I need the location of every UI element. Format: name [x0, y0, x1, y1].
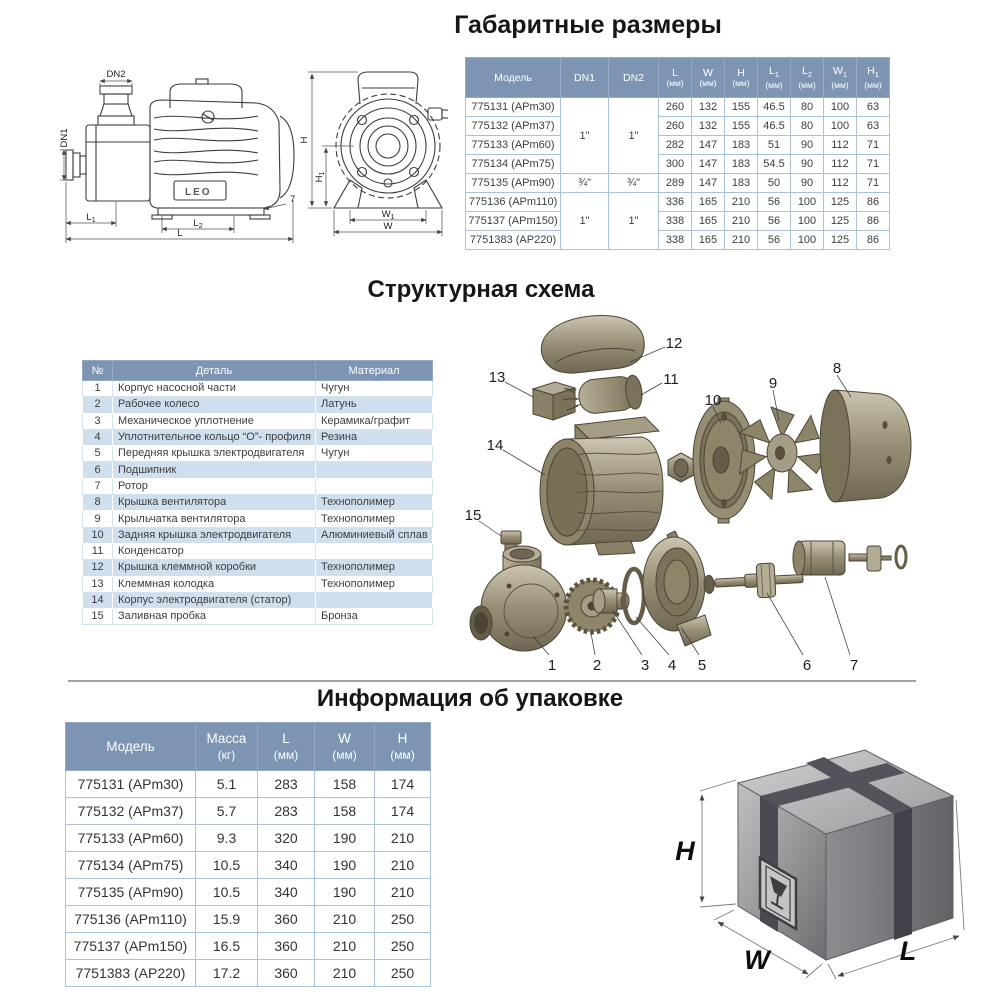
pump-dimension-drawing — [58, 50, 448, 245]
parts-col-header-1: Деталь — [113, 361, 316, 381]
value-cell: 56 — [758, 193, 791, 212]
col-header-l: L (мм) — [258, 723, 315, 771]
value-cell: 336 — [659, 193, 692, 212]
dim-label-h: H — [299, 136, 310, 144]
dim-label-w: W — [383, 221, 393, 232]
value-cell: 132 — [692, 98, 725, 117]
part-material-cell: Чугун — [316, 446, 433, 462]
table-row — [83, 413, 433, 429]
width-cell: 210 — [315, 933, 375, 960]
part-name-cell: Конденсатор — [113, 543, 316, 559]
value-cell: 86 — [857, 212, 890, 231]
box-label-l: L — [899, 936, 917, 966]
packaging-table — [65, 722, 431, 987]
dim-unit: (мм) — [864, 80, 882, 91]
table-row — [66, 960, 431, 987]
model-cell: 775136 (APm110) — [66, 906, 196, 933]
table-row — [66, 798, 431, 825]
value-cell: 54.5 — [758, 155, 791, 174]
length-cell: 360 — [258, 906, 315, 933]
dim-label-l1: $L_1$ — [86, 212, 96, 224]
dimensions-table — [465, 57, 890, 250]
part-name-cell: Заливная пробка — [113, 609, 316, 625]
value-cell: 90 — [791, 155, 824, 174]
box-label-h: H — [675, 836, 695, 866]
value-cell: 80 — [791, 98, 824, 117]
value-cell: 210 — [725, 212, 758, 231]
col-header-dn2: DN2 — [609, 58, 659, 98]
part7-callout: 7 — [290, 194, 296, 205]
value-cell: 63 — [857, 98, 890, 117]
table-row — [466, 117, 890, 136]
length-cell: 340 — [258, 852, 315, 879]
dim-unit: (мм) — [666, 78, 684, 88]
dim-label-dn2: DN2 — [106, 69, 126, 80]
table-row — [466, 231, 890, 250]
dim-unit: (мм) — [765, 80, 783, 91]
value-cell: 100 — [824, 117, 857, 136]
dim-letter: W — [703, 67, 713, 79]
box-label-w: W — [744, 945, 770, 975]
part-name-cell: Уплотнительное кольцо “О”- профиля — [113, 429, 316, 445]
part-number-3: 3 — [640, 657, 650, 674]
table-row — [66, 906, 431, 933]
value-cell: 112 — [824, 136, 857, 155]
part-number-8: 8 — [832, 360, 842, 377]
col-header-dim — [725, 58, 758, 98]
value-cell: 112 — [824, 155, 857, 174]
value-cell: 183 — [725, 174, 758, 193]
col-header-dn1: DN1 — [561, 58, 609, 98]
value-cell: 80 — [791, 117, 824, 136]
part-number-9: 9 — [768, 375, 778, 392]
part-number-cell: 8 — [83, 495, 113, 511]
height-cell: 250 — [375, 960, 431, 987]
value-cell: 155 — [725, 117, 758, 136]
value-cell: 71 — [857, 174, 890, 193]
table-row — [66, 771, 431, 798]
model-cell: 775132 (APm37) — [466, 117, 561, 136]
table-row — [466, 174, 890, 193]
table-row — [466, 193, 890, 212]
dim-letter: L — [672, 67, 678, 79]
value-cell: 338 — [659, 231, 692, 250]
dn2-cell: 1" — [609, 98, 659, 174]
package-box — [738, 750, 953, 960]
model-cell: 775135 (APm90) — [466, 174, 561, 193]
part-material-cell: Технополимер — [316, 495, 433, 511]
width-cell: 158 — [315, 771, 375, 798]
part-number-cell: 6 — [83, 462, 113, 478]
value-cell: 338 — [659, 212, 692, 231]
part-name-cell: Подшипник — [113, 462, 316, 478]
table-row — [83, 495, 433, 511]
part-material-cell — [316, 478, 433, 494]
part-material-cell: Технополимер — [316, 576, 433, 592]
part-number-13: 13 — [488, 369, 506, 386]
model-cell: 775137 (APm150) — [66, 933, 196, 960]
part-material-cell: Чугун — [316, 381, 433, 397]
packaging-header-row — [66, 723, 431, 771]
part-number-cell: 5 — [83, 446, 113, 462]
value-cell: 132 — [692, 117, 725, 136]
part-material-cell: Бронза — [316, 609, 433, 625]
dimensions-header-row — [466, 58, 890, 98]
part-terminal-block — [533, 382, 583, 420]
value-cell: 125 — [824, 212, 857, 231]
dim-unit: (мм) — [798, 80, 816, 91]
value-cell: 90 — [791, 174, 824, 193]
parts-table-head — [83, 361, 433, 381]
height-cell: 250 — [375, 906, 431, 933]
col-header-dim — [659, 58, 692, 98]
length-cell: 340 — [258, 879, 315, 906]
dn1-cell: ¾" — [561, 174, 609, 193]
dn2-cell: ¾" — [609, 174, 659, 193]
part-number-cell: 10 — [83, 527, 113, 543]
col-header-h: H (мм) — [375, 723, 431, 771]
table-row — [83, 592, 433, 608]
dim-label-h1: $H_1$ — [314, 171, 326, 183]
col-header-model: Модель — [466, 58, 561, 98]
part-number-cell: 9 — [83, 511, 113, 527]
packaging-table-body — [66, 771, 431, 987]
dn2-cell: 1" — [609, 193, 659, 250]
part-name-cell: Передняя крышка электродвигателя — [113, 446, 316, 462]
part-pump-housing — [470, 546, 567, 651]
model-cell: 775134 (APm75) — [66, 852, 196, 879]
part-number-5: 5 — [697, 657, 707, 674]
value-cell: 125 — [824, 193, 857, 212]
part-number-cell: 11 — [83, 543, 113, 559]
parts-header-row — [83, 361, 433, 381]
value-cell: 210 — [725, 193, 758, 212]
model-cell: 775135 (APm90) — [66, 879, 196, 906]
brand-label: LEO — [185, 187, 212, 198]
part-number-cell: 7 — [83, 478, 113, 494]
value-cell: 260 — [659, 98, 692, 117]
length-cell: 283 — [258, 771, 315, 798]
table-row — [83, 511, 433, 527]
part-number-cell: 14 — [83, 592, 113, 608]
mass-cell: 10.5 — [196, 879, 258, 906]
part-name-cell: Ротор — [113, 478, 316, 494]
value-cell: 155 — [725, 98, 758, 117]
mass-cell: 17.2 — [196, 960, 258, 987]
table-row — [83, 462, 433, 478]
table-row — [83, 397, 433, 413]
part-material-cell: Латунь — [316, 397, 433, 413]
front-view-dimensions — [299, 72, 442, 236]
parts-col-header-0: № — [83, 361, 113, 381]
value-cell: 125 — [824, 231, 857, 250]
col-header-model: Модель — [66, 723, 196, 771]
model-cell: 775131 (APm30) — [466, 98, 561, 117]
section-title-dimensions: Габаритные размеры — [454, 11, 722, 39]
value-cell: 100 — [791, 212, 824, 231]
width-cell: 190 — [315, 825, 375, 852]
dimensions-table-body — [466, 98, 890, 250]
part-number-cell: 15 — [83, 609, 113, 625]
value-cell: 71 — [857, 136, 890, 155]
dimensions-table-head — [466, 58, 890, 98]
length-cell: 283 — [258, 798, 315, 825]
part-number-2: 2 — [592, 657, 602, 674]
model-cell: 775134 (APm75) — [466, 155, 561, 174]
part-material-cell — [316, 462, 433, 478]
height-cell: 210 — [375, 852, 431, 879]
part-material-cell: Алюминиевый сплав — [316, 527, 433, 543]
value-cell: 147 — [692, 174, 725, 193]
mass-cell: 10.5 — [196, 852, 258, 879]
part-number-cell: 2 — [83, 397, 113, 413]
value-cell: 100 — [791, 231, 824, 250]
value-cell: 63 — [857, 117, 890, 136]
table-row — [466, 98, 890, 117]
part-number-cell: 4 — [83, 429, 113, 445]
part-material-cell: Керамика/графит — [316, 413, 433, 429]
col-header-dim — [791, 58, 824, 98]
dim-label-l: L — [177, 228, 183, 239]
value-cell: 90 — [791, 136, 824, 155]
dim-unit: (мм) — [732, 78, 750, 88]
length-cell: 360 — [258, 933, 315, 960]
dim-letter: $W_1$ — [832, 64, 848, 80]
part-number-7: 7 — [849, 657, 859, 674]
col-header-dim — [857, 58, 890, 98]
part-name-cell: Корпус электродвигателя (статор) — [113, 592, 316, 608]
section-title-structure: Структурная схема — [367, 276, 595, 303]
mass-cell: 5.1 — [196, 771, 258, 798]
mass-cell: 5.7 — [196, 798, 258, 825]
table-row — [83, 576, 433, 592]
value-cell: 300 — [659, 155, 692, 174]
dim-letter: $L_1$ — [768, 64, 779, 80]
table-row — [83, 429, 433, 445]
table-row — [83, 543, 433, 559]
exploded-view-diagram — [445, 305, 915, 680]
mass-cell: 16.5 — [196, 933, 258, 960]
value-cell: 165 — [692, 212, 725, 231]
width-cell: 210 — [315, 960, 375, 987]
value-cell: 56 — [758, 231, 791, 250]
package-box-illustration — [660, 738, 970, 988]
part-material-cell: Технополимер — [316, 560, 433, 576]
height-cell: 250 — [375, 933, 431, 960]
dn1-cell: 1" — [561, 98, 609, 174]
value-cell: 46.5 — [758, 117, 791, 136]
col-header-dim — [692, 58, 725, 98]
dn1-cell: 1" — [561, 193, 609, 250]
value-cell: 289 — [659, 174, 692, 193]
height-cell: 210 — [375, 825, 431, 852]
value-cell: 46.5 — [758, 98, 791, 117]
part-rotor — [793, 541, 906, 575]
dim-letter: H — [737, 67, 745, 79]
model-cell: 7751383 (AP220) — [66, 960, 196, 987]
pump-side-view — [66, 79, 294, 219]
part-name-cell: Механическое уплотнение — [113, 413, 316, 429]
width-cell: 190 — [315, 879, 375, 906]
table-row — [466, 212, 890, 231]
part-fan-cover — [820, 390, 911, 502]
dim-unit: (мм) — [831, 80, 849, 91]
table-row — [466, 136, 890, 155]
mass-cell: 15.9 — [196, 906, 258, 933]
height-cell: 210 — [375, 879, 431, 906]
pump-front-view — [334, 72, 448, 208]
part-stator-housing — [540, 417, 663, 555]
section-title-packaging: Информация об упаковке — [316, 685, 624, 712]
part-front-motor-cover — [643, 531, 711, 646]
dim-letter: $H_1$ — [867, 64, 879, 80]
value-cell: 86 — [857, 193, 890, 212]
dim-label-w1: $W_1$ — [381, 209, 395, 221]
part-material-cell: Резина — [316, 429, 433, 445]
model-cell: 775136 (APm110) — [466, 193, 561, 212]
col-header-dim — [824, 58, 857, 98]
model-cell: 775133 (APm60) — [466, 136, 561, 155]
parts-table — [82, 360, 433, 625]
value-cell: 100 — [824, 98, 857, 117]
part-terminal-cover — [541, 315, 644, 373]
part-name-cell: Крышка вентилятора — [113, 495, 316, 511]
model-cell: 7751383 (AP220) — [466, 231, 561, 250]
value-cell: 147 — [692, 136, 725, 155]
dim-unit: (мм) — [699, 78, 717, 88]
packaging-table-head — [66, 723, 431, 771]
part-number-cell: 13 — [83, 576, 113, 592]
part-number-15: 15 — [464, 507, 482, 524]
height-cell: 174 — [375, 798, 431, 825]
value-cell: 71 — [857, 155, 890, 174]
part-number-4: 4 — [667, 657, 677, 674]
part-bearing-shaft — [703, 562, 804, 601]
part-number-6: 6 — [802, 657, 812, 674]
part-number-cell: 12 — [83, 560, 113, 576]
part-name-cell: Клеммная колодка — [113, 576, 316, 592]
table-row — [466, 155, 890, 174]
table-row — [83, 381, 433, 397]
height-cell: 174 — [375, 771, 431, 798]
table-row — [66, 852, 431, 879]
value-cell: 165 — [692, 231, 725, 250]
table-row — [83, 560, 433, 576]
model-cell: 775131 (APm30) — [66, 771, 196, 798]
length-cell: 320 — [258, 825, 315, 852]
value-cell: 147 — [692, 155, 725, 174]
mass-cell: 9.3 — [196, 825, 258, 852]
col-header-dim — [758, 58, 791, 98]
value-cell: 112 — [824, 174, 857, 193]
part-number-1: 1 — [547, 657, 557, 674]
part-material-cell — [316, 543, 433, 559]
width-cell: 190 — [315, 852, 375, 879]
value-cell: 183 — [725, 136, 758, 155]
part-number-10: 10 — [704, 392, 722, 409]
dim-letter: $L_2$ — [801, 64, 812, 80]
table-row — [66, 825, 431, 852]
part-number-cell: 1 — [83, 381, 113, 397]
table-row — [66, 933, 431, 960]
value-cell: 56 — [758, 212, 791, 231]
part-material-cell: Технополимер — [316, 511, 433, 527]
side-view-dimensions — [59, 69, 295, 243]
table-row — [66, 879, 431, 906]
value-cell: 183 — [725, 155, 758, 174]
part-number-14: 14 — [486, 437, 504, 454]
col-header-mass: Масса (кг) — [196, 723, 258, 771]
table-row — [83, 446, 433, 462]
part-material-cell — [316, 592, 433, 608]
part-number-12: 12 — [665, 335, 683, 352]
part-name-cell: Рабочее колесо — [113, 397, 316, 413]
col-header-w: W (мм) — [315, 723, 375, 771]
table-row — [83, 478, 433, 494]
part-shaft-fitting — [668, 453, 694, 482]
value-cell: 86 — [857, 231, 890, 250]
part-number-11: 11 — [663, 371, 679, 388]
part-name-cell: Корпус насосной части — [113, 381, 316, 397]
value-cell: 100 — [791, 193, 824, 212]
value-cell: 165 — [692, 193, 725, 212]
parts-table-body — [83, 381, 433, 625]
value-cell: 51 — [758, 136, 791, 155]
table-row — [83, 609, 433, 625]
width-cell: 158 — [315, 798, 375, 825]
length-cell: 360 — [258, 960, 315, 987]
section-divider — [68, 680, 916, 682]
model-cell: 775133 (APm60) — [66, 825, 196, 852]
table-row — [83, 527, 433, 543]
value-cell: 210 — [725, 231, 758, 250]
value-cell: 50 — [758, 174, 791, 193]
model-cell: 775132 (APm37) — [66, 798, 196, 825]
part-number-cell: 3 — [83, 413, 113, 429]
width-cell: 210 — [315, 906, 375, 933]
value-cell: 260 — [659, 117, 692, 136]
part-name-cell: Крышка клеммной коробки — [113, 560, 316, 576]
value-cell: 282 — [659, 136, 692, 155]
model-cell: 775137 (APm150) — [466, 212, 561, 231]
part-name-cell: Крыльчатка вентилятора — [113, 511, 316, 527]
part-name-cell: Задняя крышка электродвигателя — [113, 527, 316, 543]
dim-label-l2: $L_2$ — [193, 218, 203, 230]
dim-label-dn1: DN1 — [59, 128, 70, 148]
parts-col-header-2: Материал — [316, 361, 433, 381]
